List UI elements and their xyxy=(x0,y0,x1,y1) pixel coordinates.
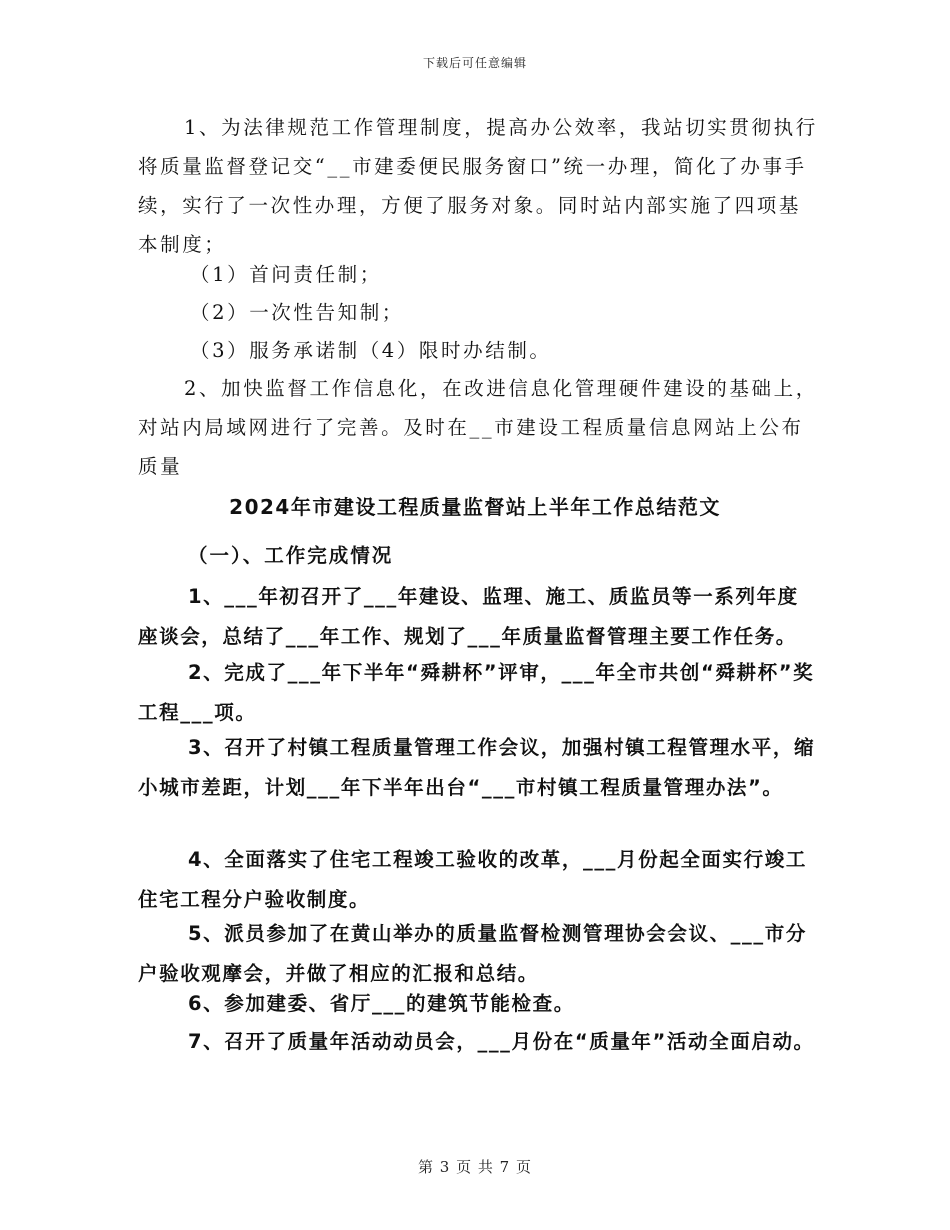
document-title: 2024年市建设工程质量监督站上半年工作总结范文 xyxy=(229,495,721,519)
list-item-1: （1）首问责任制； xyxy=(190,263,382,286)
work-item-5: 5、派员参加了在黄山举办的质量监督检测管理协会会议、___市分户验收观摩会，并做了相应的汇报和总结。 xyxy=(138,922,807,985)
page-footer: 第 3 页 共 7 页 xyxy=(418,1158,532,1176)
section-subtitle: （一）、工作完成情况 xyxy=(188,544,394,567)
work-item-1: 1、___年初召开了___年建设、监理、施工、质监员等一系列年度座谈会，总结了___年工作、规划了___年质量监督管理主要工作任务。 xyxy=(138,585,799,648)
work-item-4: 4、全面落实了住宅工程竣工验收的改革，___月份起全面实行竣工住宅工程分户验收制度。 xyxy=(138,848,807,911)
list-item-3: （3）服务承诺制（4）限时办结制。 xyxy=(190,339,552,362)
page-header: 下载后可任意编辑 xyxy=(422,56,527,70)
work-item-2: 2、完成了___年下半年“舜耕杯”评审，___年全市共创“舜耕杯”奖工程___项。 xyxy=(138,661,815,724)
paragraph-2: 2、加快监督工作信息化，在改进信息化管理硬件建设的基础上，对站内局域网进行了完善。及时在__市建设工程质量信息网站上公布质量 xyxy=(138,377,818,478)
list-item-2: （2）一次性告知制； xyxy=(190,301,404,324)
work-item-7: 7、召开了质量年活动动员会，___月份在“质量年”活动全面启动。 xyxy=(188,1030,815,1053)
work-item-6: 6、参加建委、省厅___的建筑节能检查。 xyxy=(188,992,575,1015)
work-item-3: 3、召开了村镇工程质量管理工作会议，加强村镇工程管理水平，缩小城市差距，计划___年下半年出台“___市村镇工程质量管理办法”。 xyxy=(138,736,816,799)
paragraph-1: 1、为法律规范工作管理制度，提高办公效率，我站切实贯彻执行将质量监督登记交“__市建委便民服务窗口”统一办理，简化了办事手续，实行了一次性办理，方便了服务对象。同时站内部实施了四项基本制度； xyxy=(138,116,818,256)
